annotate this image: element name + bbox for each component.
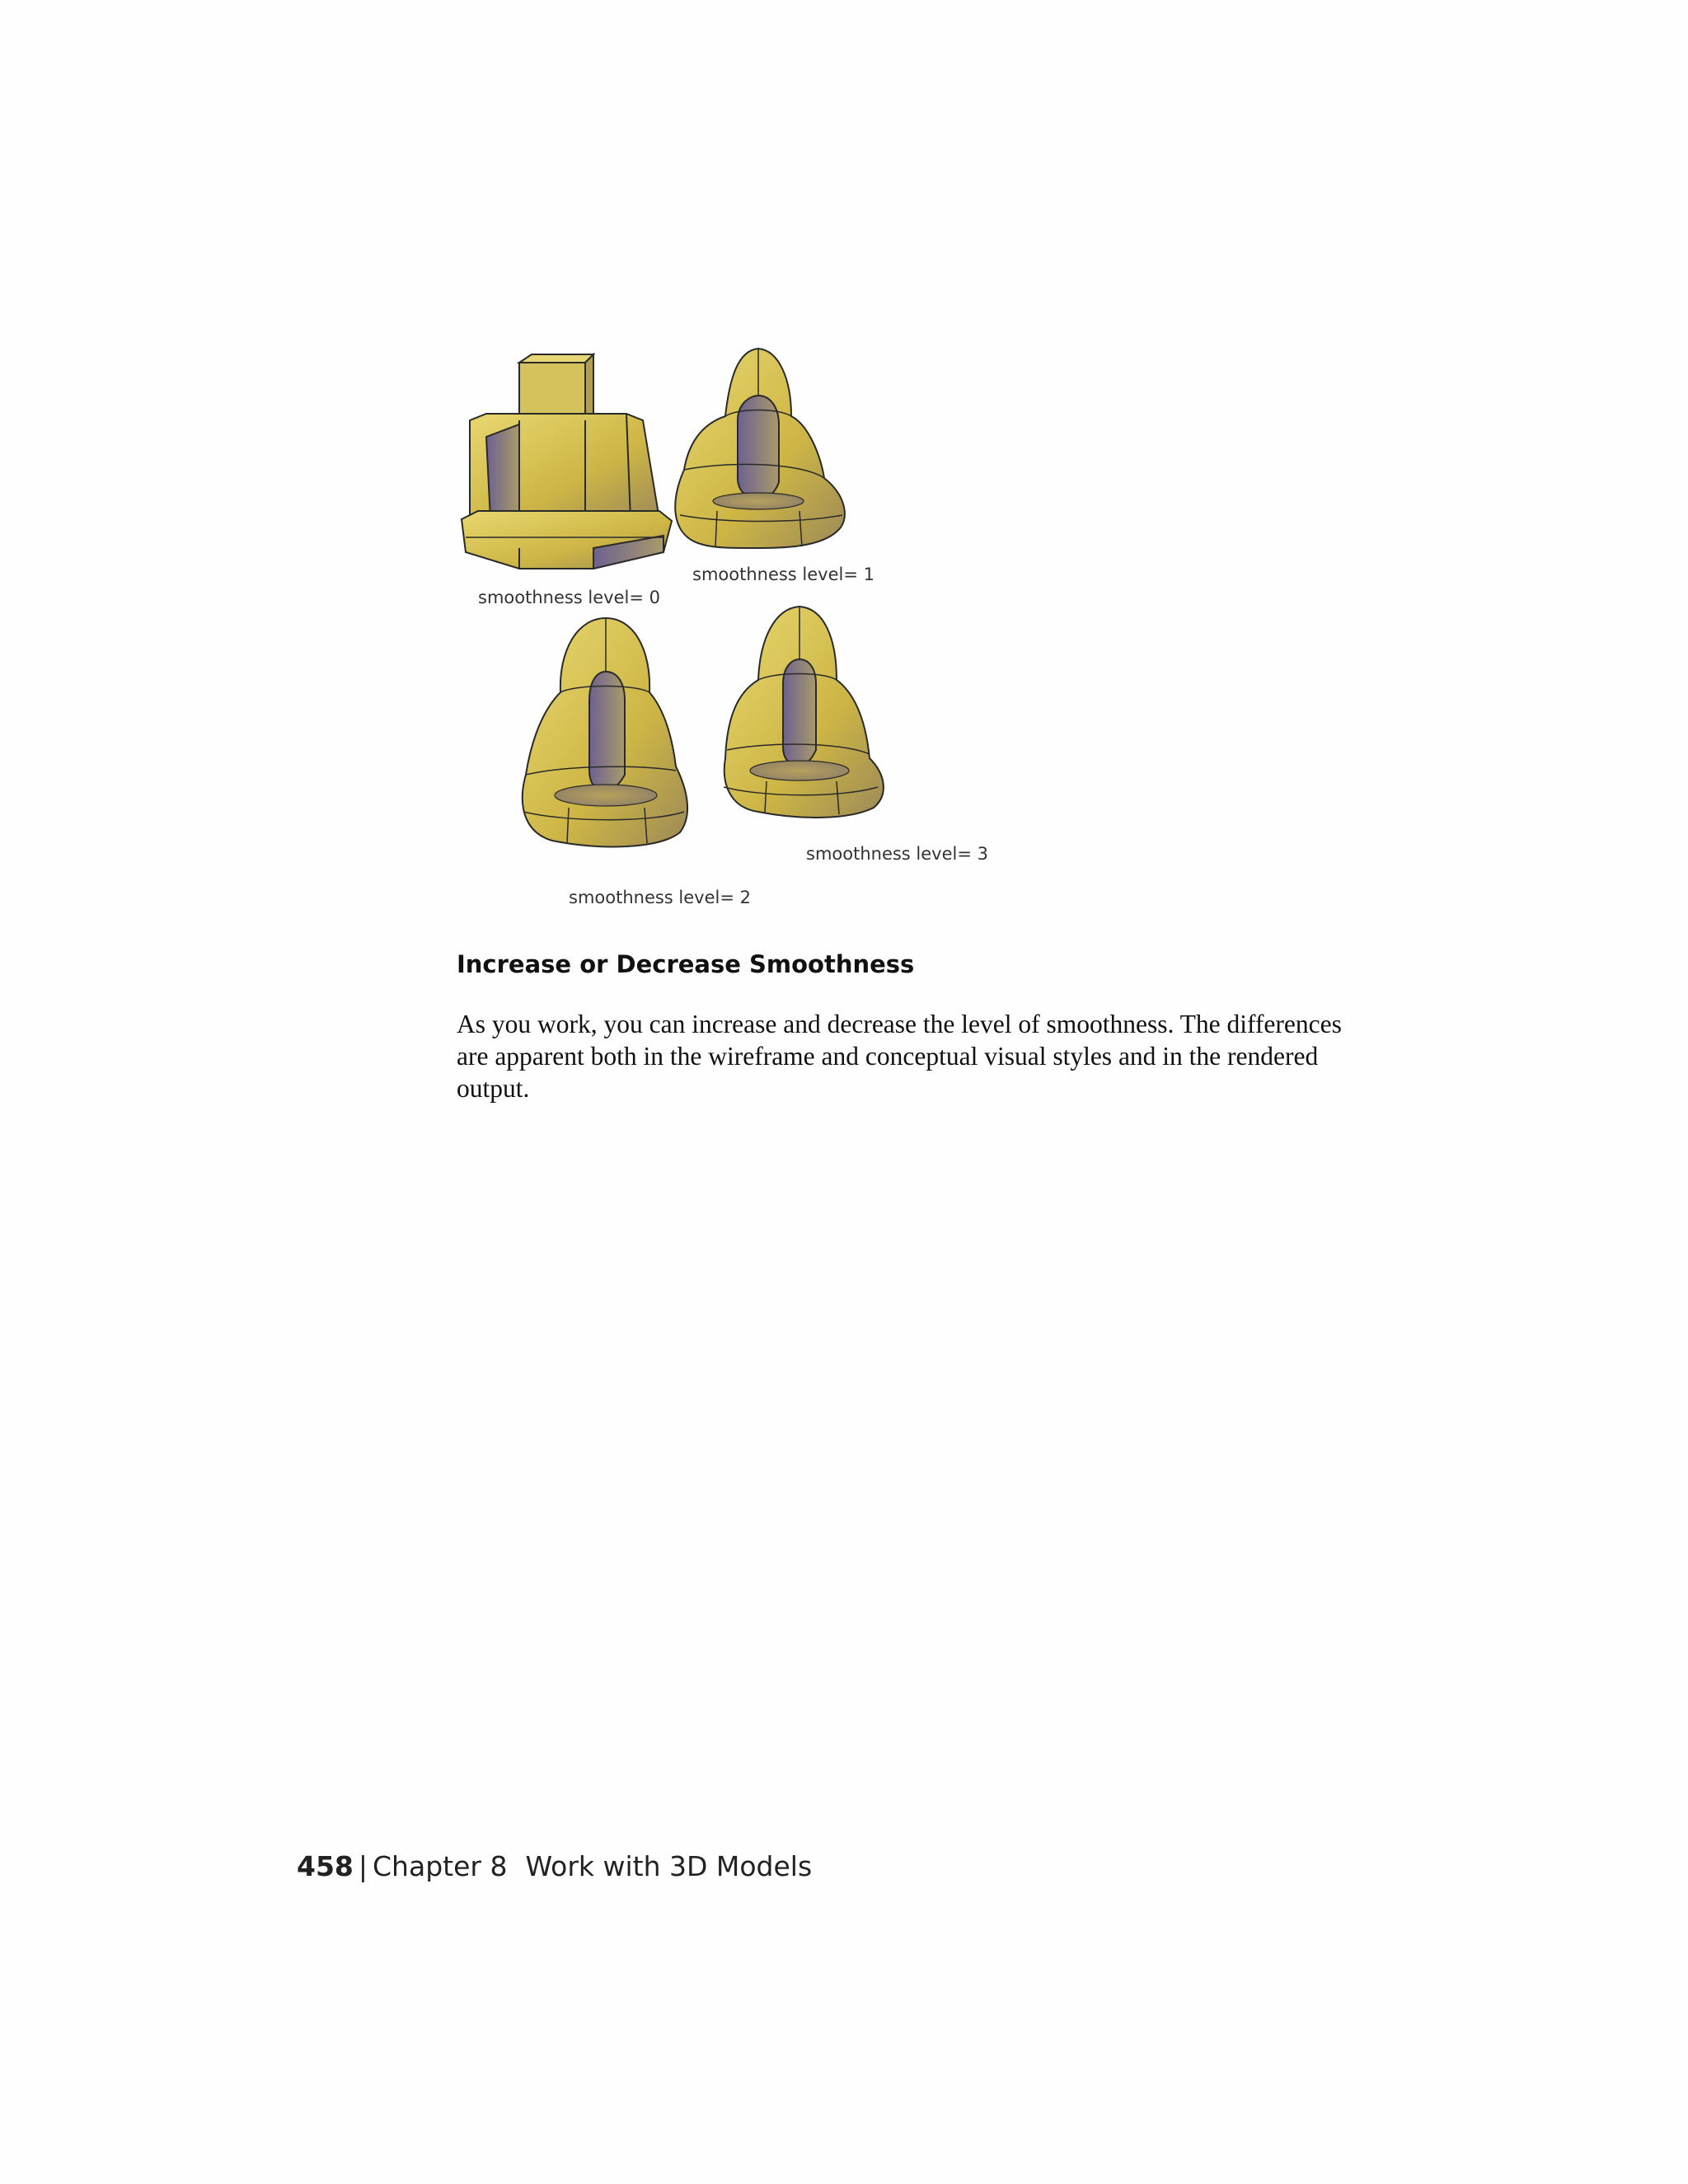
mesh-chair-level-3 [724,607,884,818]
chapter-label: Chapter 8 [373,1850,508,1882]
page-number: 458 [297,1850,354,1882]
mesh-chair-level-0 [462,354,672,569]
body-paragraph: As you work, you can increase and decrease the level of smoothness. The differences are apparent both in the wireframe and conceptual visual styles and in the rendered output. [457,1010,1342,1103]
smoothness-illustration [453,346,981,915]
label-smoothness-level-3: smoothness level= 3 [806,844,988,864]
chapter-title: Work with 3D Models [525,1850,813,1882]
label-smoothness-level-0: smoothness level= 0 [478,588,660,607]
smoothness-figure [453,346,988,915]
page-footer [297,1850,812,1882]
section-heading: Increase or Decrease Smoothness [457,950,915,978]
mesh-chair-level-1 [675,349,845,548]
footer-separator: | [358,1850,368,1882]
label-smoothness-level-2: smoothness level= 2 [569,888,751,907]
mesh-chair-level-2 [523,618,687,846]
label-smoothness-level-1: smoothness level= 1 [692,565,874,584]
